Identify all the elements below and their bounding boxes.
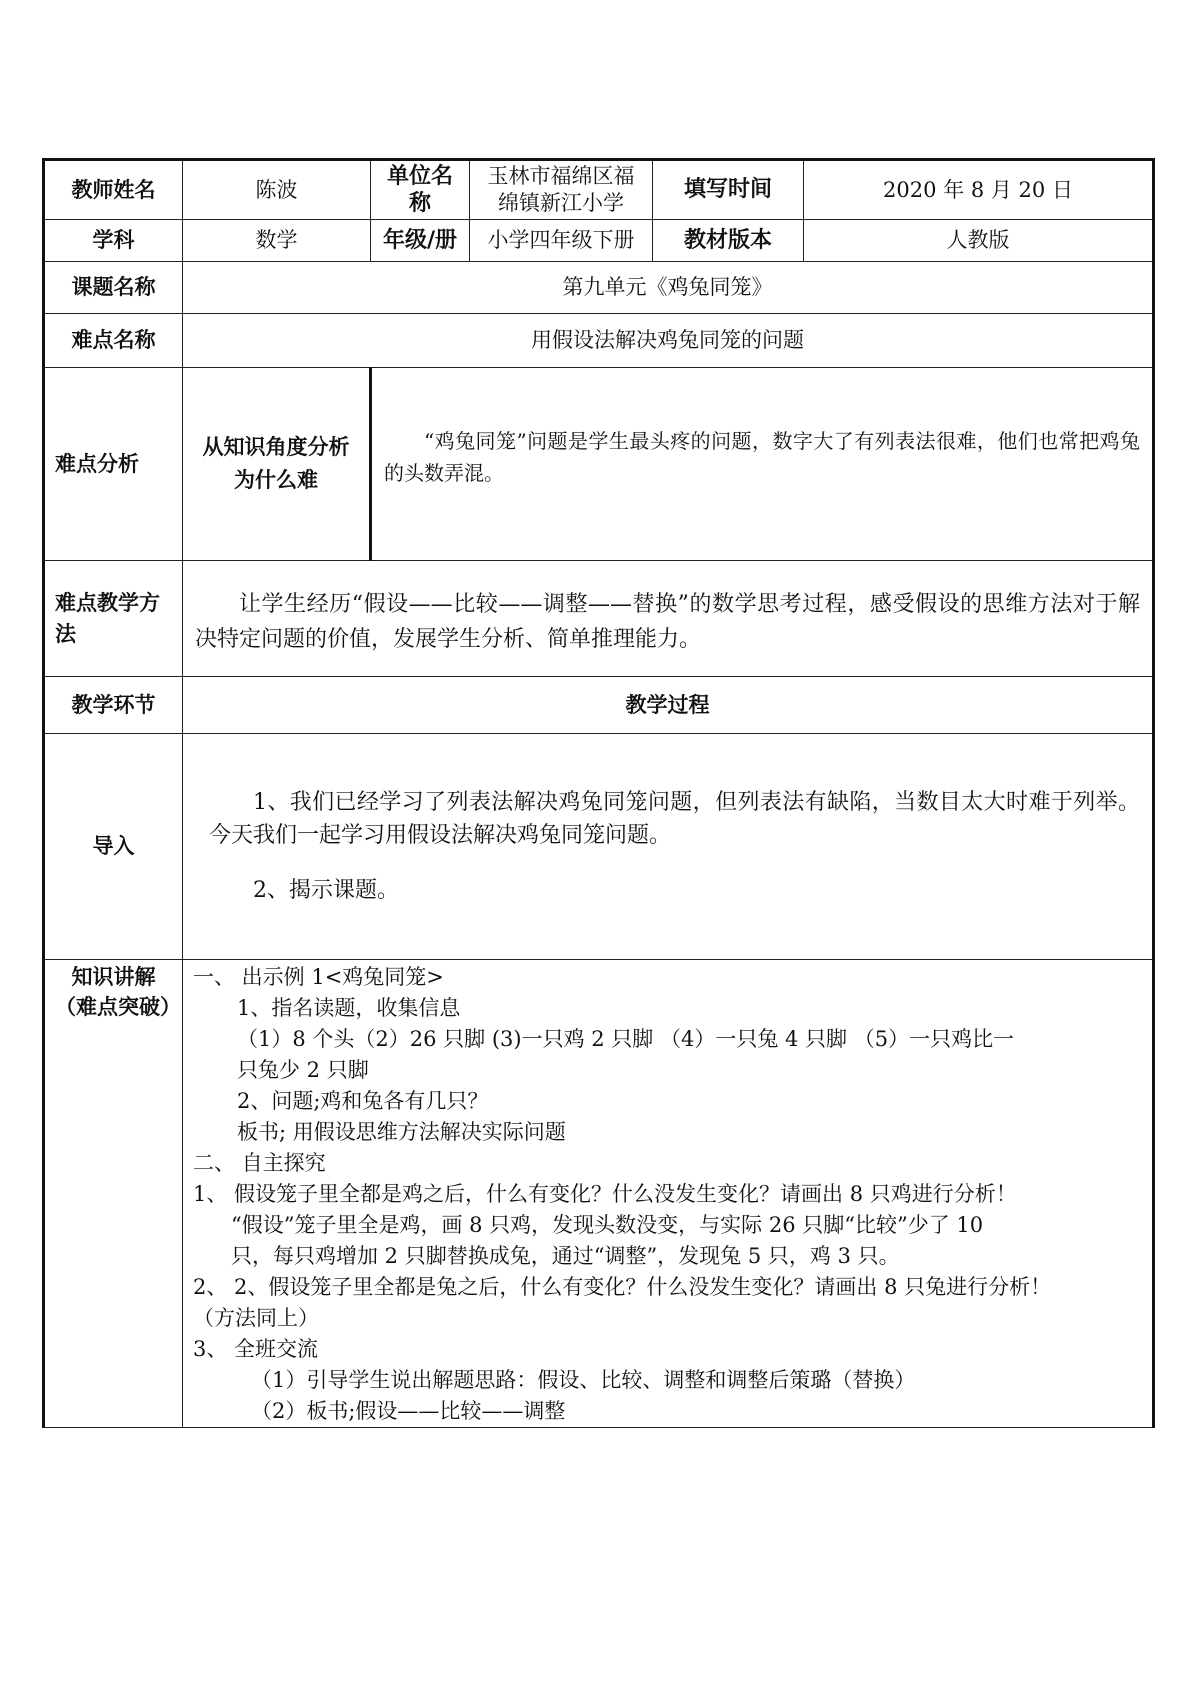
- teacher-label: 教师姓名: [44, 160, 183, 220]
- knowledge-label: 知识讲解（难点突破）: [44, 960, 183, 1428]
- process-value: 教学过程: [183, 677, 1154, 734]
- knowledge-line: 板书; 用假设思维方法解决实际问题: [237, 1120, 566, 1144]
- knowledge-line: 3、 全班交流: [193, 1337, 319, 1361]
- knowledge-line: （1）8 个头（2）26 只脚 (3)一只鸡 2 只脚 （4）一只兔 4 只脚 （5）一只鸡比一: [237, 1027, 1015, 1051]
- knowledge-text-cell: [183, 960, 1154, 1428]
- analysis-text-cell: [371, 368, 1154, 561]
- knowledge-line: 1、 假设笼子里全都是鸡之后，什么有变化？什么没发生变化？请画出 8 只鸡进行分析！: [193, 1182, 1017, 1206]
- knowledge-line: “假设”笼子里全是鸡，画 8 只鸡，发现头数没变，与实际 26 只脚“比较”少了 10: [231, 1213, 984, 1237]
- knowledge-line: 只，每只鸡增加 2 只脚替换成兔，通过“调整”，发现兔 5 只，鸡 3 只。: [231, 1244, 900, 1268]
- date-value: 2020 年 8 月 20 日: [804, 160, 1154, 220]
- subject-value: 数学: [183, 220, 371, 262]
- knowledge-line: （方法同上）: [193, 1306, 319, 1330]
- lesson-plan-table: [42, 158, 1155, 1428]
- date-label: 填写时间: [653, 160, 804, 220]
- knowledge-line: 只兔少 2 只脚: [237, 1058, 369, 1082]
- grade-value: 小学四年级下册: [470, 220, 653, 262]
- analysis-sub-label: 从知识角度分析为什么难: [183, 368, 371, 561]
- difficulty-value: 用假设法解决鸡兔同笼的问题: [183, 314, 1154, 368]
- edition-value: 人教版: [804, 220, 1154, 262]
- row-intro: [44, 734, 1154, 960]
- knowledge-line: 2、 2、假设笼子里全都是兔之后，什么有变化？什么没发生变化？请画出 8 只兔进行分析！: [193, 1275, 1052, 1299]
- intro-paragraph-2: 2、揭示课题。: [253, 878, 399, 903]
- row-topic: [44, 262, 1154, 314]
- row-process-header: [44, 677, 1154, 734]
- grade-label: 年级/册: [371, 220, 470, 262]
- edition-label: 教材版本: [653, 220, 804, 262]
- teacher-name: 陈波: [183, 160, 371, 220]
- unit-name: 玉林市福绵区福绵镇新江小学: [470, 160, 653, 220]
- row-method: [44, 561, 1154, 677]
- row-teacher-info: [44, 160, 1154, 220]
- method-text: 让学生经历“假设——比较——调整——替换”的数学思考过程，感受假设的思维方法对于解决特定问题的价值，发展学生分析、简单推理能力。: [195, 592, 1140, 652]
- analysis-text: “鸡兔同笼”问题是学生最头疼的问题，数字大了有列表法很难，他们也常把鸡兔的头数弄混。: [384, 429, 1140, 485]
- method-text-cell: [183, 561, 1154, 677]
- topic-label: 课题名称: [44, 262, 183, 314]
- knowledge-line: 一、 出示例 1<鸡兔同笼>: [193, 965, 444, 989]
- row-difficulty: [44, 314, 1154, 368]
- knowledge-line: 2、问题;鸡和兔各有几只？: [237, 1089, 489, 1113]
- topic-value: 第九单元《鸡兔同笼》: [183, 262, 1154, 314]
- knowledge-line: （1）引导学生说出解题思路：假设、比较、调整和调整后策璐（替换）: [251, 1368, 916, 1392]
- unit-label: 单位名称: [371, 160, 470, 220]
- knowledge-line: （2）板书;假设——比较——调整: [251, 1399, 566, 1423]
- process-label: 教学环节: [44, 677, 183, 734]
- intro-paragraph-1: 1、我们已经学习了列表法解决鸡兔同笼问题，但列表法有缺陷，当数目太大时难于列举。今天我们一起学习用假设法解决鸡兔同笼问题。: [209, 790, 1140, 848]
- analysis-label: 难点分析: [44, 368, 183, 561]
- knowledge-line: 1、指名读题，收集信息: [237, 996, 461, 1020]
- method-label: 难点教学方法: [44, 561, 183, 677]
- row-subject-info: [44, 220, 1154, 262]
- row-analysis: [44, 368, 1154, 561]
- knowledge-line: 二、 自主探究: [193, 1151, 326, 1175]
- difficulty-label: 难点名称: [44, 314, 183, 368]
- row-knowledge: [44, 960, 1154, 1428]
- subject-label: 学科: [44, 220, 183, 262]
- intro-text-cell: [183, 734, 1154, 960]
- intro-label: 导入: [44, 734, 183, 960]
